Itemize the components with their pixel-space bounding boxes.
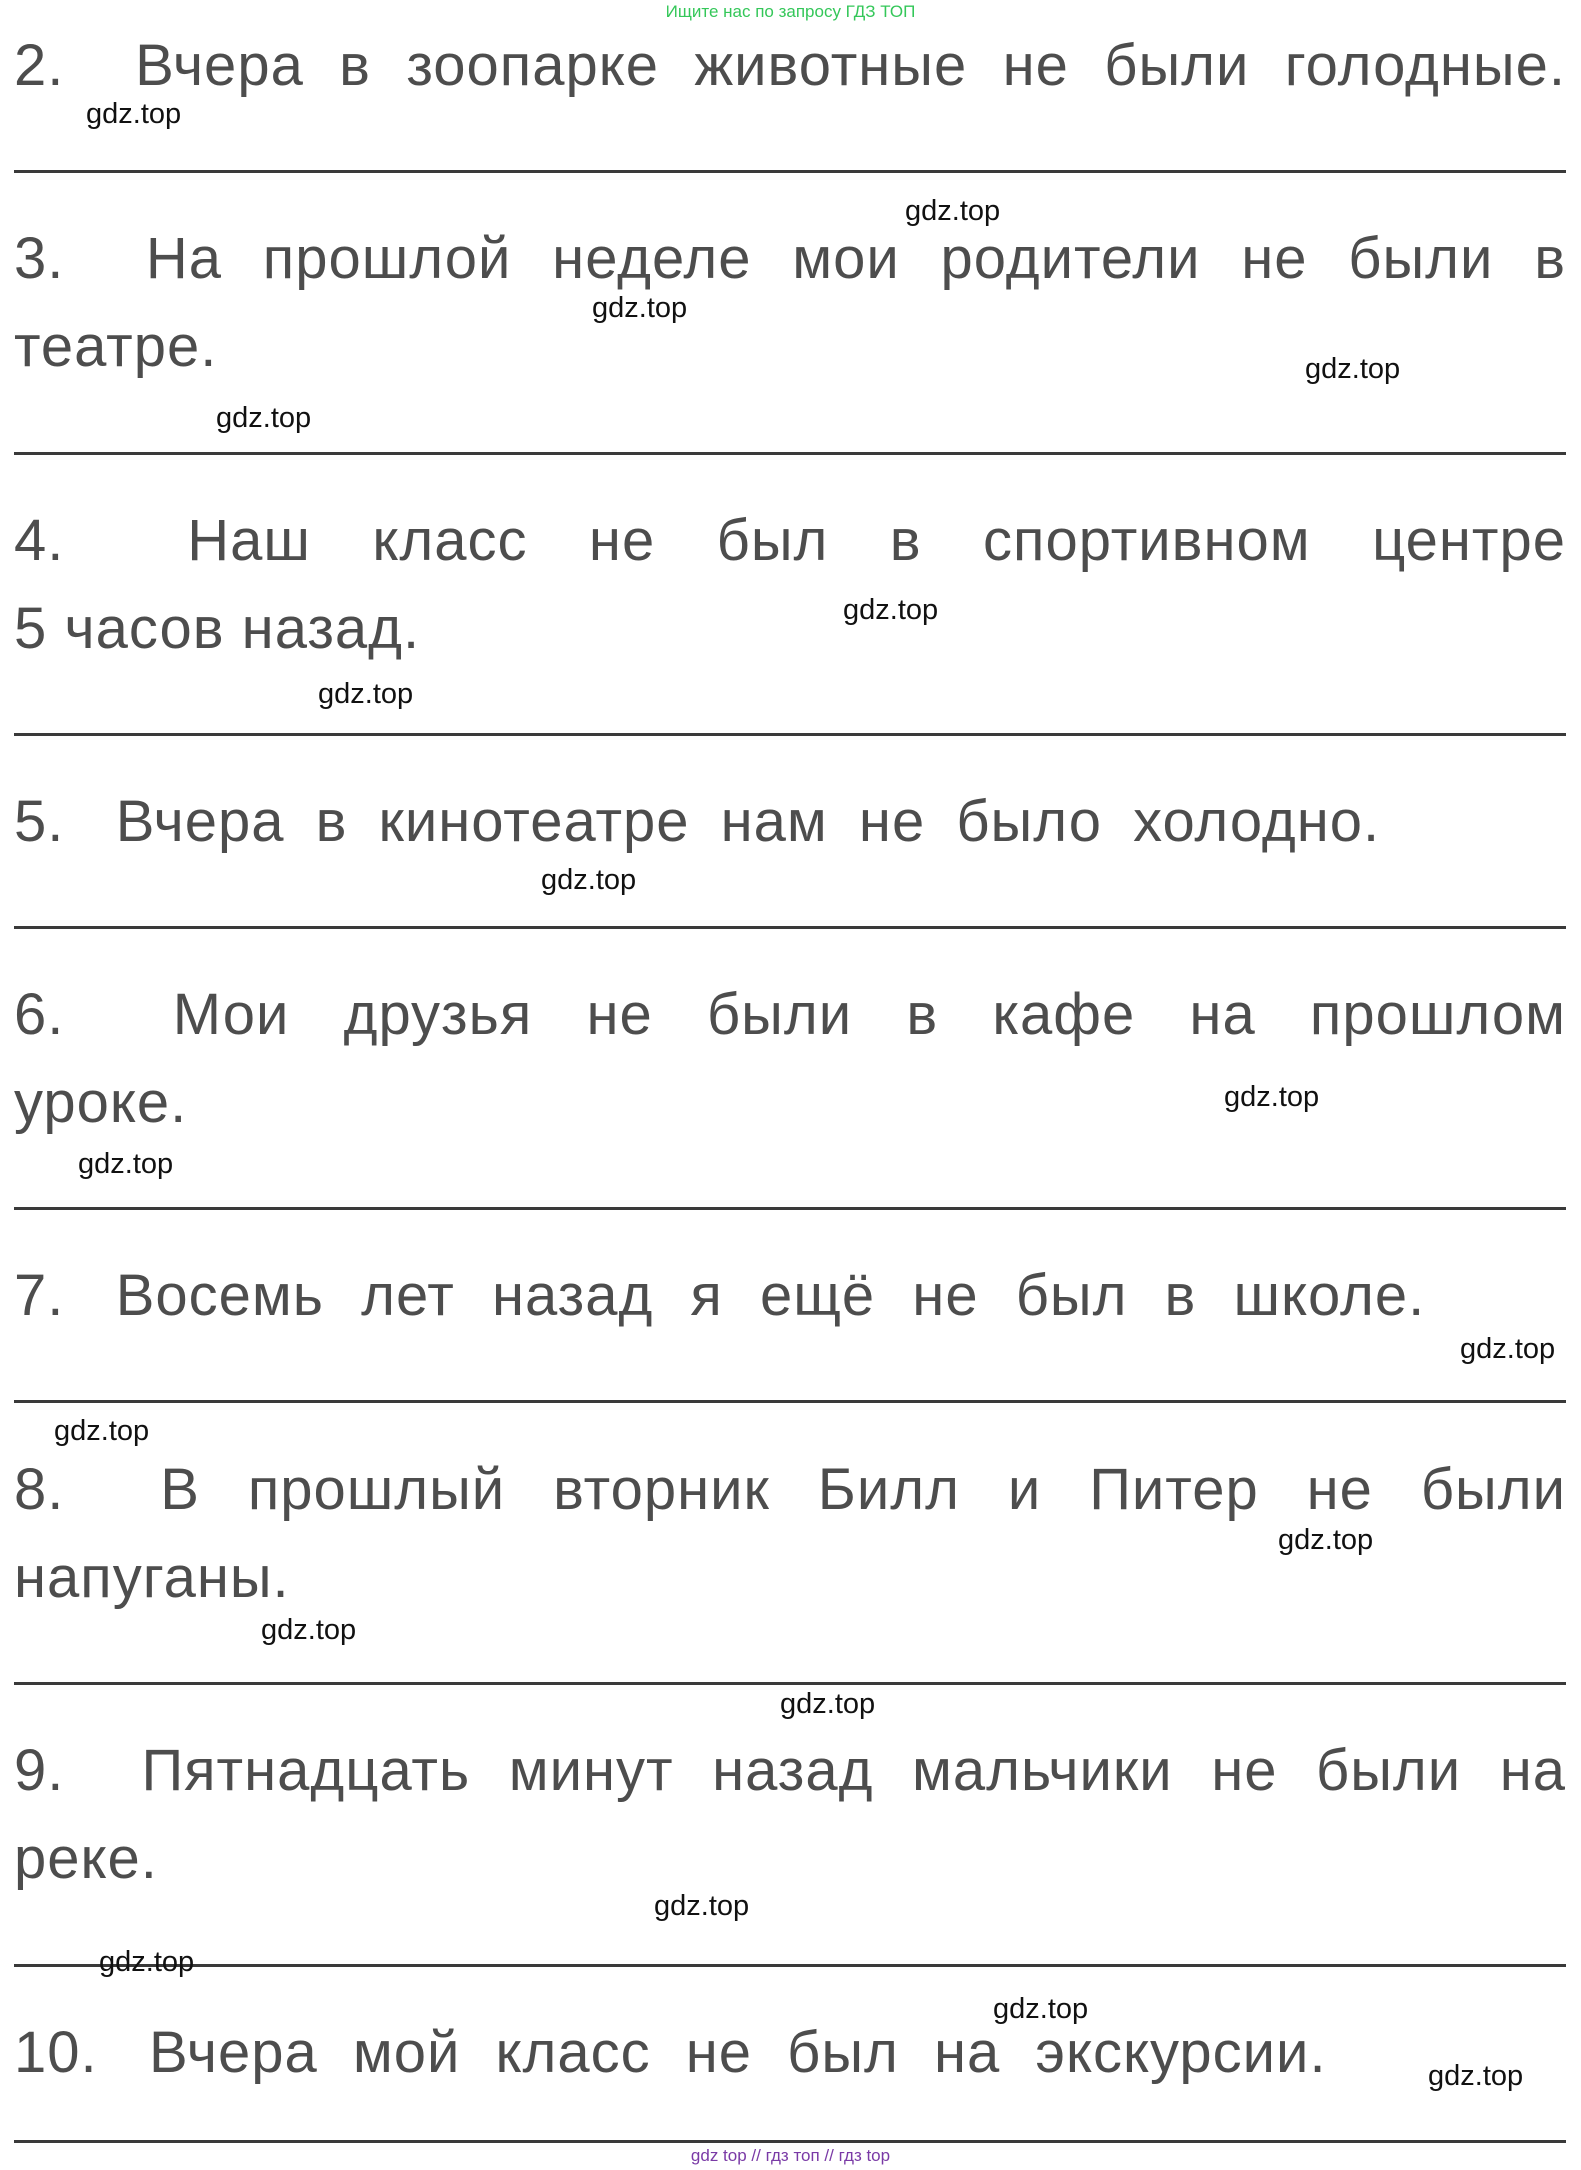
- sentence-number: 6.: [14, 982, 65, 1047]
- sentence-number: 10.: [14, 2020, 98, 2085]
- watermark: gdz.top: [261, 1614, 357, 1646]
- sentence-text: В прошлый вторник Билл и Питер не были: [160, 1457, 1566, 1522]
- watermark: gdz.top: [54, 1415, 150, 1447]
- answer-line: [14, 1207, 1566, 1210]
- sentence-9: [14, 1727, 1566, 1815]
- sentence-4: [14, 497, 1566, 585]
- answer-line: [14, 1400, 1566, 1403]
- watermark: gdz.top: [1278, 1524, 1374, 1556]
- sentence-text: Вчера в зоопарке животные не были голодные.: [135, 33, 1566, 98]
- watermark: gdz.top: [1224, 1081, 1320, 1113]
- watermark: gdz.top: [843, 594, 939, 626]
- watermark: gdz.top: [654, 1890, 750, 1922]
- footer-text: gdz top // гдз топ // гдз top: [690, 2146, 891, 2165]
- watermark: gdz.top: [780, 1688, 876, 1720]
- watermark: gdz.top: [1428, 2060, 1524, 2092]
- watermark: gdz.top: [592, 292, 688, 324]
- watermark: gdz.top: [905, 195, 1001, 227]
- sentence-number: 3.: [14, 226, 65, 291]
- sentence-number: 7.: [14, 1263, 65, 1328]
- sentence-text: Восемь лет назад я ещё не был в школе.: [115, 1263, 1426, 1328]
- top-banner: Ищите нас по запросу ГДЗ ТОП: [665, 2, 916, 21]
- answer-line: [14, 1682, 1566, 1685]
- sentence-8: [14, 1446, 1566, 1534]
- answer-line: [14, 170, 1566, 173]
- sentence-2: [14, 22, 1566, 110]
- sentence-text: Вчера в кинотеатре нам не было холодно.: [115, 789, 1381, 854]
- sentence-5: [14, 778, 1566, 866]
- watermark: gdz.top: [99, 1946, 195, 1978]
- watermark: gdz.top: [78, 1148, 174, 1180]
- sentence-number: 4.: [14, 508, 65, 573]
- sentence-7: [14, 1252, 1566, 1340]
- sentence-text: Мои друзья не были в кафе на прошлом: [172, 982, 1566, 1047]
- sentence-text: Пятнадцать минут назад мальчики не были на: [141, 1738, 1566, 1803]
- sentence-text: Наш класс не был в спортивном центре: [187, 508, 1566, 573]
- sentence-number: 5.: [14, 789, 65, 854]
- sentence-number: 8.: [14, 1457, 65, 1522]
- answer-line: [14, 1964, 1566, 1967]
- sentence-number: 2.: [14, 33, 65, 98]
- watermark: gdz.top: [1460, 1333, 1556, 1365]
- watermark: gdz.top: [541, 864, 637, 896]
- sentence-6: [14, 971, 1566, 1059]
- watermark: gdz.top: [86, 98, 182, 130]
- answer-line: [14, 2140, 1566, 2143]
- sentence-text: Вчера мой класс не был на экскурсии.: [148, 2020, 1327, 2085]
- watermark: gdz.top: [1305, 353, 1401, 385]
- watermark: gdz.top: [318, 678, 414, 710]
- watermark: gdz.top: [993, 1993, 1089, 2025]
- sentence-text: На прошлой неделе мои родители не были в: [145, 226, 1567, 291]
- watermark: gdz.top: [216, 402, 312, 434]
- sentence-3: [14, 215, 1566, 303]
- sentence-10: [14, 2009, 1566, 2097]
- sentence-8-continued: напуганы.: [14, 1545, 290, 1610]
- answer-line: [14, 926, 1566, 929]
- sentence-number: 9.: [14, 1738, 65, 1803]
- sentence-3-continued: театре.: [14, 314, 218, 379]
- answer-line: [14, 452, 1566, 455]
- sentence-4-continued: 5 часов назад.: [14, 596, 421, 661]
- sentence-9-continued: реке.: [14, 1826, 158, 1891]
- answer-line: [14, 733, 1566, 736]
- sentence-6-continued: уроке.: [14, 1070, 188, 1135]
